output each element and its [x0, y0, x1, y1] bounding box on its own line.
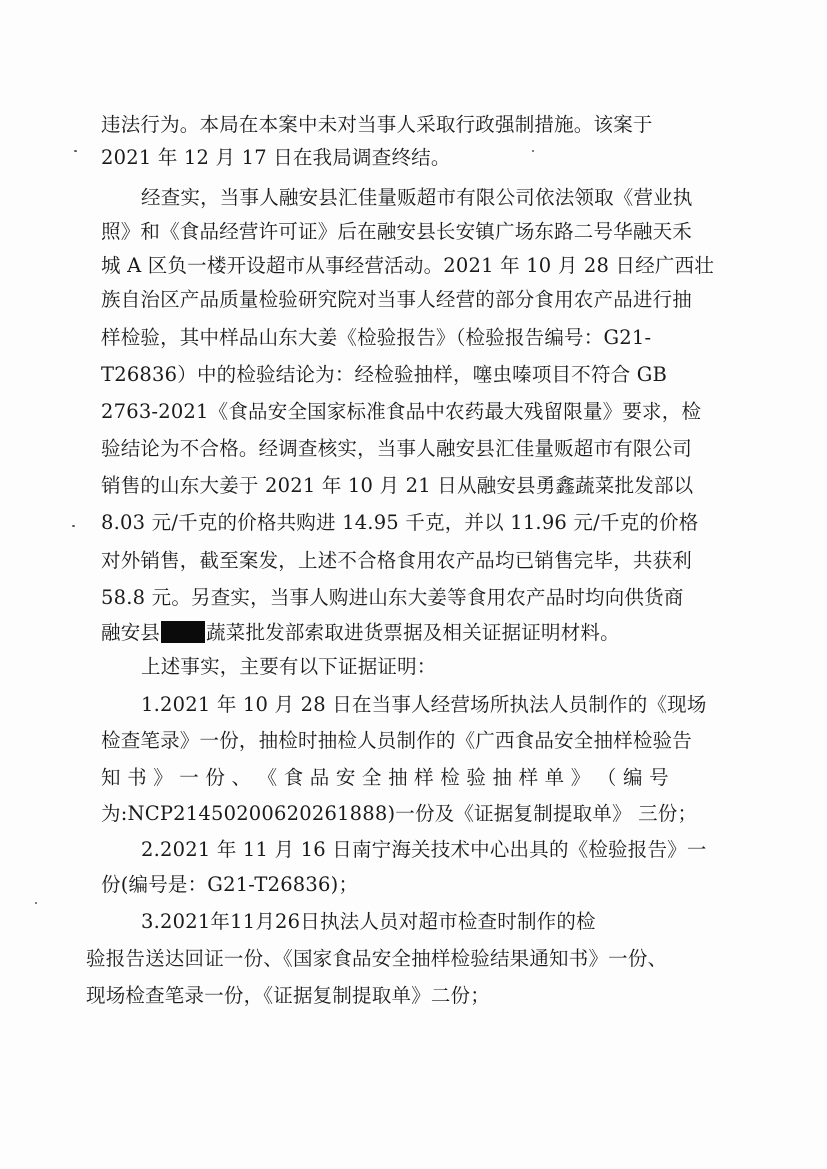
evidence-1-line-1: 1.2021 年 10 月 28 日在当事人经营场所执法人员制作的《现场: [141, 693, 707, 716]
text-line-14: 58.8 元。另查实，当事人购进山东大姜等食用农产品时均向供货商: [101, 586, 684, 609]
text-line-1: 违法行为。本局在本案中未对当事人采取行政强制措施。该案于: [101, 113, 653, 136]
text-line-12: 8.03 元/千克的价格共购进 14.95 千克，并以 11.96 元/千克的价格: [101, 511, 699, 534]
text-line-9: 2763-2021《食品安全国家标准食品中农药最大残留限量》要求，检: [101, 400, 702, 423]
evidence-2-line-2: 份(编号是：G21-T26836)；: [101, 873, 359, 896]
redacted-line-before: 融安县: [101, 621, 161, 644]
text-line-4: 照》和《食品经营许可证》后在融安县长安镇广场东路二号华融天禾: [101, 220, 693, 243]
text-line-3: 经查实，当事人融安县汇佳量贩超市有限公司依法领取《营业执: [141, 186, 693, 209]
redaction-block: [161, 621, 205, 643]
text-line-13: 对外销售，截至案发，上述不合格食用农产品均已销售完毕，共获利: [101, 549, 693, 572]
text-line-10: 验结论为不合格。经调查核实，当事人融安县汇佳量贩超市有限公司: [101, 437, 693, 460]
evidence-3-line-1: 3.2021年11月26日执法人员对超市检查时制作的检: [141, 910, 596, 933]
text-line-5: 城 A 区负一楼开设超市从事经营活动。2021 年 10 月 28 日经广西壮: [101, 254, 715, 277]
text-line-7: 样检验，其中样品山东大姜《检验报告》（检验报告编号：G21-: [101, 326, 652, 349]
evidence-3-line-2: 验报告送达回证一份、《国家食品安全抽样检验结果通知书》一份、: [86, 947, 668, 970]
evidence-1-line-2: 检查笔录》一份，抽检时抽检人员制作的《广西食品安全抽样检验告: [101, 729, 693, 752]
scan-speck: [72, 525, 75, 527]
redacted-line: [101, 621, 620, 645]
evidence-1-line-3: 知 书 》 一 份 、 《 食 品 安 全 抽 样 检 验 抽 样 单 》 （ 编 号: [101, 766, 669, 789]
evidence-1-line-4: 为:NCP21450200620261888)一份及《证据复制提取单》 三份；: [101, 802, 698, 825]
evidence-heading: 上述事实，主要有以下证据证明：: [141, 655, 437, 678]
scan-speck: [35, 902, 37, 904]
scan-speck: [74, 150, 77, 152]
text-line-6: 族自治区产品质量检验研究院对当事人经营的部分食用农产品进行抽: [101, 288, 693, 311]
evidence-3-line-3: 现场检查笔录一份，《证据复制提取单》二份；: [86, 984, 490, 1007]
redacted-line-after: 蔬菜批发部索取进货票据及相关证据证明材料。: [206, 621, 620, 644]
text-line-2: 2021 年 12 月 17 日在我局调查终结。: [101, 146, 451, 169]
text-line-8: T26836）中的检验结论为：经检验抽样，噻虫嗪项目不符合 GB: [101, 363, 668, 386]
evidence-2-line-1: 2.2021 年 11 月 16 日南宁海关技术中心出具的《检验报告》一: [141, 838, 707, 861]
scan-speck: [532, 150, 534, 152]
text-line-11: 销售的山东大姜于 2021 年 10 月 21 日从融安县勇鑫蔬菜批发部以: [101, 474, 694, 497]
